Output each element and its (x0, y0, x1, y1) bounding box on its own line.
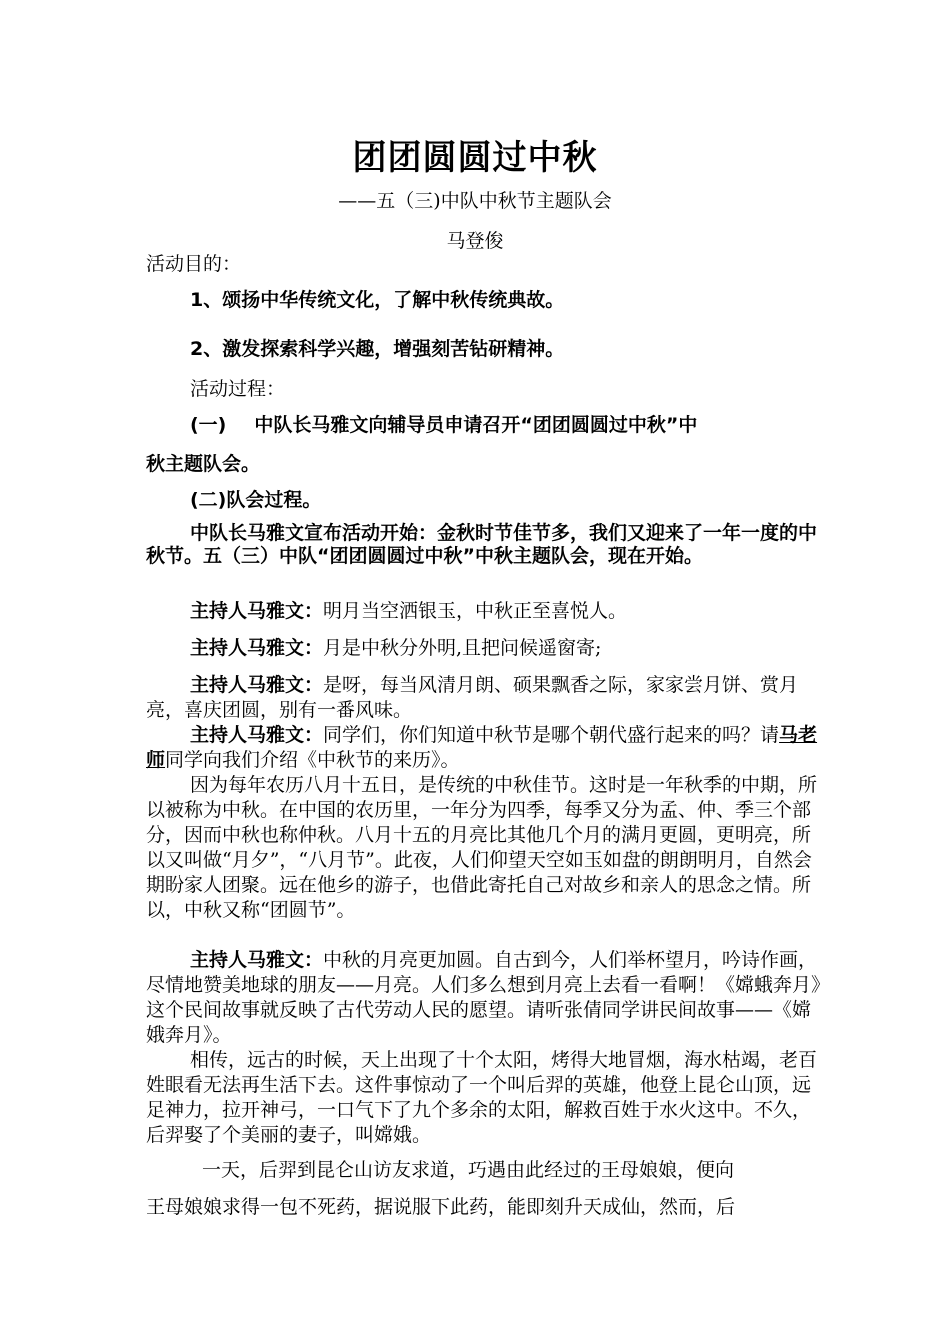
step-1-line (190, 413, 830, 438)
host-line-3 (146, 673, 822, 723)
host-line-4-text-a: 同学们，你们知道中秋节是哪个朝代盛行起来的吗？请 (323, 724, 780, 746)
doc-subtitle: ——五（三)中队中秋节主题队会 (338, 190, 612, 212)
host-line-4 (146, 723, 822, 773)
step-1-continuation: 秋主题队会。 (146, 453, 261, 475)
host-label: 主持人马雅文： (190, 949, 324, 971)
host-label: 主持人马雅文： (190, 674, 324, 696)
host-line-5 (146, 948, 822, 1048)
step-1-label: (一) (190, 414, 227, 436)
doc-author: 马登俊 (446, 230, 504, 252)
host-line-3-text: 是呀，每当风清月朗、硕果飘香之际，家家尝月饼、赏月亮，喜庆团圆，别有一番风味。 (146, 674, 799, 721)
step-1-text: 中队长马雅文向辅导员申请召开“团团圆圆过中秋”中 (254, 414, 698, 436)
host-line-2-text: 月是中秋分外明,且把问候遥窗寄; (323, 637, 602, 659)
origin-paragraph: 因为每年农历八月十五日，是传统的中秋佳节。这时是一年秋季的中期，所以被称为中秋。在中国的农历里，一年分为四季，每季又分为孟、仲、季三个部分，因而中秋也称仲秋。八月十五的月亮比其他几个月的满月更圆，更明亮，所以又叫做“月夕”，“八月节”。此夜，人们仰望天空如玉如盘的朗朗明月，自然会期盼家人团聚。远在他乡的游子，也借此寄托自己对故乡和亲人的思念之情。所以，中秋又称“团圆节”。 (146, 774, 818, 921)
host-label: 主持人马雅文： (190, 637, 324, 659)
purpose-item-2: 2、激发探索科学兴趣，增强刻苦钻研精神。 (190, 338, 565, 360)
host-label: 主持人马雅文： (190, 724, 324, 746)
host-label: 主持人马雅文： (190, 600, 324, 622)
teacher-name-link: 马老师 (146, 724, 818, 771)
host-line-1-text: 明月当空洒银玉，中秋正至喜悦人。 (323, 600, 628, 622)
doc-title: 团团圆圆过中秋 (352, 138, 598, 178)
legend-paragraph-2-line-1: 一天，后羿到昆仑山访友求道，巧遇由此经过的王母娘娘，便向 (202, 1159, 735, 1181)
step-2-heading: (二)队会过程。 (190, 489, 322, 511)
legend-paragraph-2-line-2: 王母娘娘求得一包不死药，据说服下此药，能即刻升天成仙，然而，后 (146, 1196, 736, 1218)
host-line-2 (146, 636, 822, 661)
purpose-item-1: 1、颂扬中华传统文化，了解中秋传统典故。 (190, 289, 565, 311)
host-line-1 (146, 599, 822, 624)
host-line-4-text-b: 同学向我们介绍《中秋节的来历》。 (165, 749, 460, 771)
opening-paragraph: 中队长马雅文宣布活动开始：金秋时节佳节多，我们又迎来了一年一度的中秋节。五（三）中队“团团圆圆过中秋”中秋主题队会，现在开始。 (146, 522, 818, 567)
purpose-heading: 活动目的： (146, 253, 242, 275)
legend-paragraph-1: 相传，远古的时候，天上出现了十个太阳，烤得大地冒烟，海水枯竭，老百姓眼看无法再生活下去。这件事惊动了一个叫后羿的英雄，他登上昆仑山顶，远足神力，拉开神弓，一口气下了九个多余的太阳，解救百姓于水火这中。不久，后羿娶了个美丽的妻子，叫嫦娥。 (146, 1049, 818, 1146)
process-heading: 活动过程： (190, 378, 286, 400)
host-line-5-text: 中秋的月亮更加圆。自古到今，人们举杯望月，吟诗作画，尽情地赞美地球的朋友——月亮。人们多么想到月亮上去看一看啊！《嫦蛾奔月》这个民间故事就反映了古代劳动人民的愿望。请听张倩同学讲民间故事——《嫦娥奔月》。 (146, 949, 821, 1046)
